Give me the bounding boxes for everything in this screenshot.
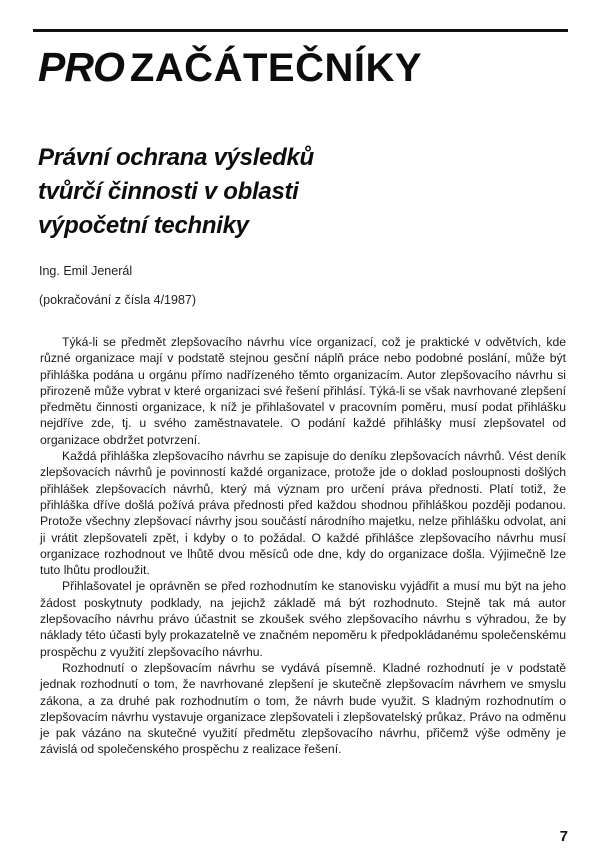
article-title-line: výpočetní techniky — [38, 212, 249, 239]
article-title — [38, 141, 488, 243]
section-header-word-1: PRO — [38, 44, 124, 90]
article-title-line: Právní ochrana výsledků — [38, 144, 314, 171]
section-header-word-2: ZAČÁTEČNÍKY — [129, 46, 423, 90]
continuation-note: (pokračování z čísla 4/1987) — [39, 293, 197, 307]
section-header — [38, 42, 568, 92]
body-paragraph: Každá přihláška zlepšovacího návrhu se zapisuje do deníku zlepšovacích návrhů. Vést deník zlepšovacích návrhů je povinností každé organizace, protože jde o doklad posloupnosti došlých přihlášek zlepšovacích návrhů, který má význam pro určení práva přednosti. Platí totiž, že přihláška dříve došlá požívá práva přednosti před každou shodnou přihláškou později podanou. Protože všechny zlepšovací návrhy jsou součástí národního majetku, nelze přihlášku odvolat, ani ji vrátit zlepšovateli zpět, i kdyby o to požádal. O každé přihlášce zlepšovacího návrhu musí organizace rozhodnout ve lhůtě dvou měsíců ode dne, kdy do organizace došla. Výjimečně lze tuto lhůtu prodloužit. — [40, 449, 566, 578]
page-number: 7 — [559, 828, 568, 845]
article-body — [40, 334, 566, 758]
author-name: Ing. Emil Jenerál — [39, 264, 133, 278]
article-title-line: tvůrčí činnosti v oblasti — [38, 178, 299, 205]
body-paragraph: Přihlašovatel je oprávněn se před rozhodnutím ke stanovisku vyjádřit a musí mu být na jeho žádost poskytnuty podklady, na jejichž základě má být rozhodnuto. Stejně tak má autor zlepšovacího návrhu právo účastnit se zkoušek svého zlepšovacího návrhu s výhradou, že by náklady této účasti byly prokazatelně ve značném nepoměru k předpokládanému společenskému prospěchu z využití zlepšovacího návrhu. — [40, 579, 566, 659]
body-paragraph: Rozhodnutí o zlepšovacím návrhu se vydává písemně. Kladné rozhodnutí je v podstatě jednak rozhodnutí o tom, že navrhované zlepšení je skutečně zlepšovacím návrhem ve smyslu zákona, a za druhé pak rozhodnutím o tom, že návrh bude využit. S kladným rozhodnutím o zlepšovacím návrhu vystavuje organizace zlepšovateli i zlepšovatelský průkaz. Právo na odměnu je pak vázáno na skutečné využití předmětu zlepšovacího návrhu, přičemž výše odměny je závislá od společenského prospěchu z realizace řešení. — [40, 660, 566, 757]
top-rule — [33, 29, 568, 32]
body-paragraph: Týká-li se předmět zlepšovacího návrhu více organizací, což je praktické v odvětvích, kde různé organizace mají v podstatě stejnou gesční náplň práce nebo podobné poslání, může být přihláška podána u orgánu přímo nadřízeného těmto organizacím. Autor zlepšovacího návrhu si přirozeně může vybrat v které organizaci své řešení přihlásí. Týká-li se však navrhované zlepšení předmětu činnosti organizace, k níž je přihlašovatel v pracovním poměru, musí podat přihlášku nejdříve zde, tj. u svého zaměstnavatele. O podání každé přihlášky musí zlepšovatel od organizace obdržet potvrzení. — [40, 335, 566, 447]
